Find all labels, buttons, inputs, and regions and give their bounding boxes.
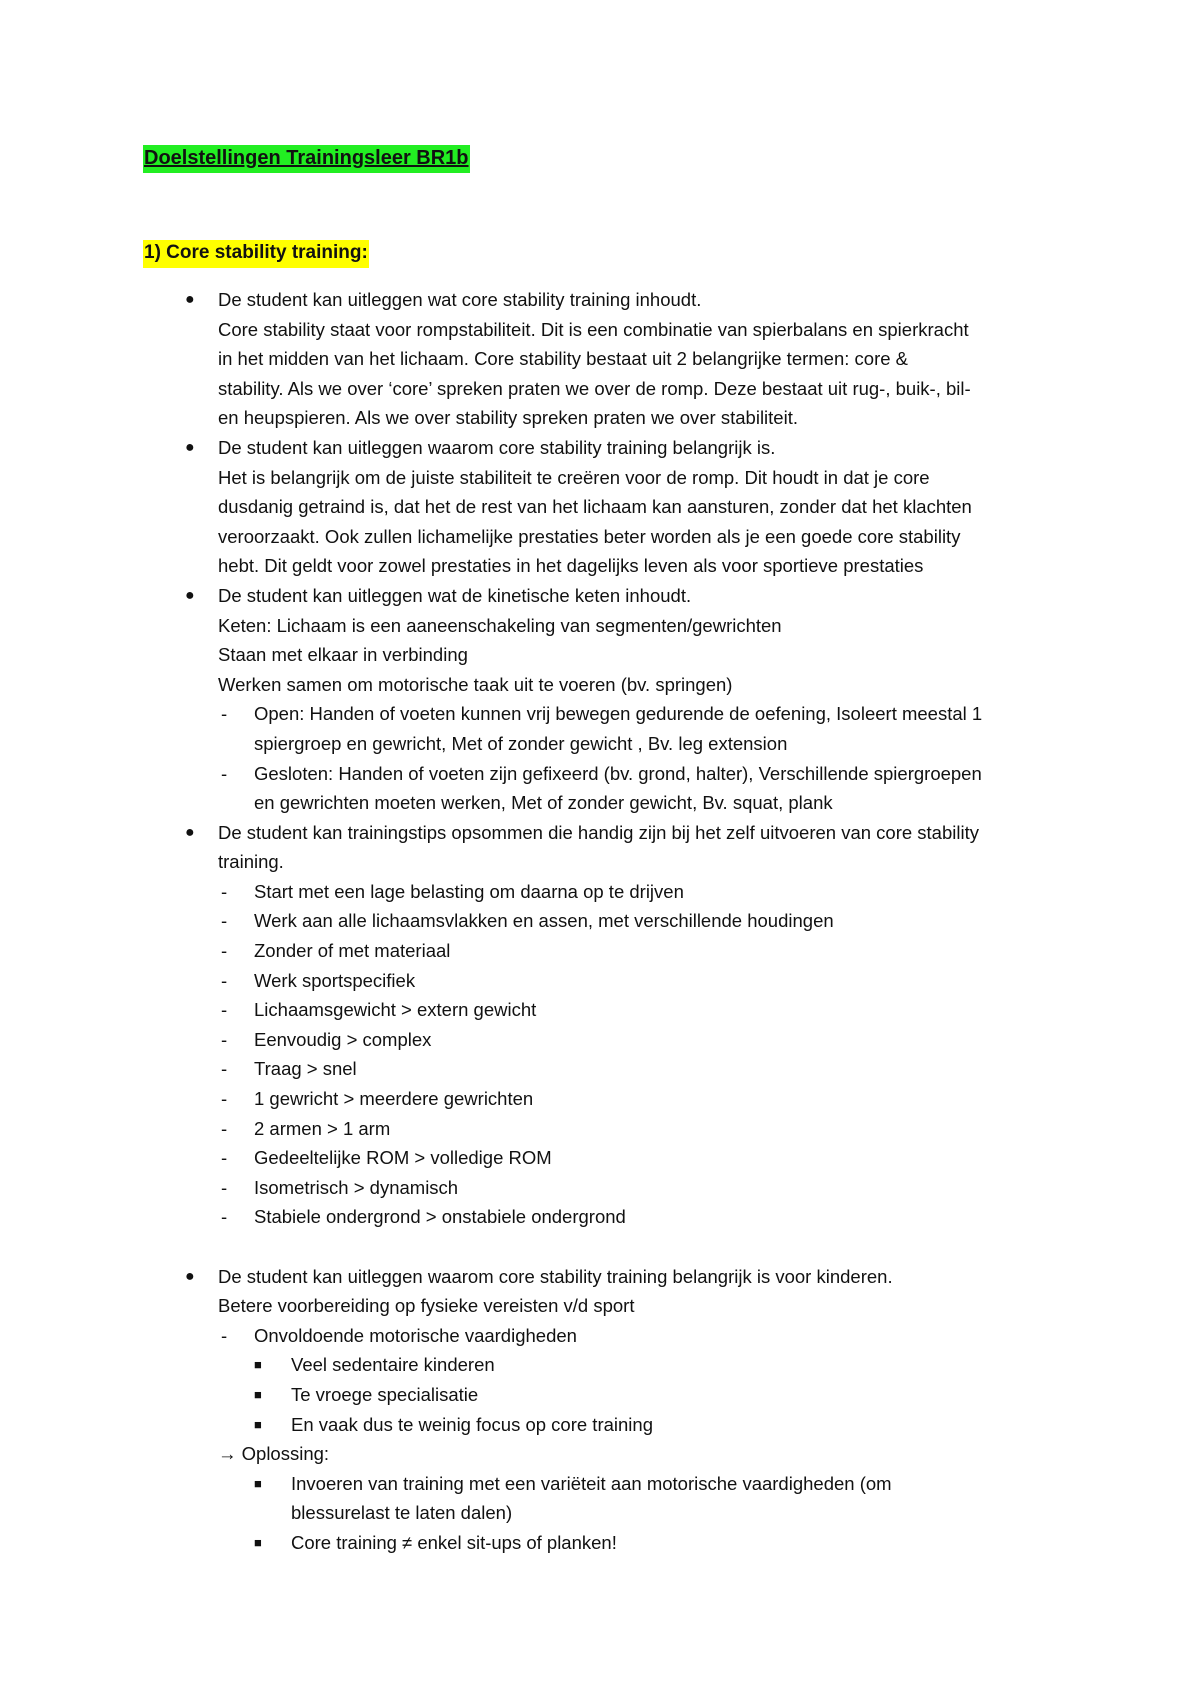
tip-text: Zonder of met materiaal xyxy=(254,940,451,962)
paragraph-line: Betere voorbereiding op fysieke vereisten v/d sport xyxy=(218,1295,635,1317)
tip-text: Isometrisch > dynamisch xyxy=(254,1176,459,1198)
tip-text: Traag > snel xyxy=(254,1058,357,1080)
tip-item xyxy=(218,1202,1103,1232)
square-text: Core training ≠ enkel sit-ups of planken! xyxy=(291,1531,617,1553)
paragraph-line: hebt. Dit geldt voor zowel prestaties in het dagelijks leven als voor sportieve prestaties xyxy=(218,555,924,577)
bullet-dot-icon: ● xyxy=(185,586,195,604)
square-item xyxy=(218,1410,1103,1440)
bullet-dot-icon: ● xyxy=(185,291,195,308)
square-bullet-icon: ■ xyxy=(254,1475,262,1491)
tip-text: Eenvoudig > complex xyxy=(254,1028,432,1050)
tips-list xyxy=(218,877,1103,1232)
paragraph-line: Het is belangrijk om de juiste stabiliteit te creëren voor de romp. Dit houdt in dat je core xyxy=(218,466,930,488)
bullet-item xyxy=(143,433,1103,581)
dash-item xyxy=(218,699,1103,758)
dash-text: spiergroep en gewricht, Met of zonder gewicht , Bv. leg extension xyxy=(254,732,788,754)
arrow-line xyxy=(218,1439,1103,1469)
paragraph-line: Staan met elkaar in verbinding xyxy=(218,644,468,666)
document-title: Doelstellingen Trainingsleer BR1b xyxy=(143,145,470,173)
square-bullet-icon: ■ xyxy=(254,1386,262,1402)
square-bullet-icon: ■ xyxy=(254,1357,262,1373)
bullet-heading: De student kan trainingstips opsommen die handig zijn bij het zelf uitvoeren van core stability xyxy=(218,821,979,843)
bullet-heading: De student kan uitleggen waarom core stability training belangrijk is voor kinderen. xyxy=(218,1265,893,1287)
dash-icon: - xyxy=(221,1324,228,1346)
dash-icon: - xyxy=(221,1147,228,1169)
bullet-item xyxy=(143,285,1103,433)
bullet-heading: training. xyxy=(218,851,284,873)
bullet-dot-icon: ● xyxy=(185,438,195,456)
square-text: Veel sedentaire kinderen xyxy=(291,1354,495,1376)
paragraph-line: dusdanig getraind is, dat het de rest van het lichaam kan aansturen, zonder dat het klachten xyxy=(218,496,972,518)
tip-item xyxy=(218,906,1103,936)
tip-item xyxy=(218,1025,1103,1055)
square-text: blessurelast te laten dalen) xyxy=(291,1502,513,1524)
tip-text: 2 armen > 1 arm xyxy=(254,1117,391,1139)
dash-text: Onvoldoende motorische vaardigheden xyxy=(254,1324,577,1346)
tip-text: Werk sportspecifiek xyxy=(254,969,416,991)
bullet-item xyxy=(143,1262,1103,1558)
tip-item xyxy=(218,1173,1103,1203)
section-heading: 1) Core stability training: xyxy=(143,240,369,268)
arrow-right-icon: → xyxy=(218,1443,237,1465)
dash-icon: - xyxy=(221,762,228,784)
tip-item xyxy=(218,1084,1103,1114)
tip-text: Gedeeltelijke ROM > volledige ROM xyxy=(254,1147,552,1169)
square-item xyxy=(218,1350,1103,1380)
dash-icon: - xyxy=(221,999,228,1021)
square-item xyxy=(218,1380,1103,1410)
paragraph-line: Core stability staat voor rompstabiliteit. Dit is een combinatie van spierbalans en spierkracht xyxy=(218,318,969,340)
paragraph-line: en heupspieren. Als we over stability spreken praten we over stabiliteit. xyxy=(218,407,798,429)
square-item xyxy=(218,1469,1103,1528)
blank-line xyxy=(143,1232,1103,1262)
dash-icon: - xyxy=(221,1117,228,1139)
bullet-item xyxy=(143,818,1103,1232)
paragraph-line: Keten: Lichaam is een aaneenschakeling van segmenten/gewrichten xyxy=(218,614,782,636)
dash-item xyxy=(218,1321,1103,1351)
arrow-text: Oplossing: xyxy=(241,1443,330,1465)
dash-icon: - xyxy=(221,1028,228,1050)
paragraph-line: Werken samen om motorische taak uit te voeren (bv. springen) xyxy=(218,673,733,695)
dash-icon: - xyxy=(221,1058,228,1080)
dash-icon: - xyxy=(221,1088,228,1110)
paragraph-line: in het midden van het lichaam. Core stability bestaat uit 2 belangrijke termen: core & xyxy=(218,348,909,370)
dash-item xyxy=(218,759,1103,818)
tip-item xyxy=(218,1143,1103,1173)
paragraph-line: veroorzaakt. Ook zullen lichamelijke prestaties beter worden als je een goede core stability xyxy=(218,525,961,547)
square-text: En vaak dus te weinig focus op core training xyxy=(291,1413,653,1435)
tip-item xyxy=(218,1054,1103,1084)
bullet-heading: De student kan uitleggen waarom core stability training belangrijk is. xyxy=(218,436,776,458)
document-body xyxy=(143,285,1103,1558)
bullet-heading: De student kan uitleggen wat core stability training inhoudt. xyxy=(218,289,702,310)
tip-text: Stabiele ondergrond > onstabiele ondergrond xyxy=(254,1206,626,1228)
tip-item xyxy=(218,877,1103,907)
bullet-item xyxy=(143,581,1103,818)
tip-item xyxy=(218,1114,1103,1144)
dash-icon: - xyxy=(221,910,228,932)
dash-text: en gewrichten moeten werken, Met of zonder gewicht, Bv. squat, plank xyxy=(254,792,833,814)
dash-icon: - xyxy=(221,880,228,902)
square-item xyxy=(218,1528,1103,1558)
dash-icon: - xyxy=(221,969,228,991)
square-bullet-icon: ■ xyxy=(254,1534,262,1550)
dash-icon: - xyxy=(221,1176,228,1198)
square-bullet-icon: ■ xyxy=(254,1416,262,1432)
bullet-dot-icon: ● xyxy=(185,1267,195,1285)
tip-text: Start met een lage belasting om daarna op te drijven xyxy=(254,880,684,902)
tip-text: Werk aan alle lichaamsvlakken en assen, met verschillende houdingen xyxy=(254,910,834,932)
tip-text: Lichaamsgewicht > extern gewicht xyxy=(254,999,537,1021)
paragraph-line: stability. Als we over ‘core’ spreken praten we over de romp. Deze bestaat uit rug-, buik-, bil- xyxy=(218,377,971,399)
tip-item xyxy=(218,995,1103,1025)
dash-icon: - xyxy=(221,1206,228,1228)
tip-item xyxy=(218,936,1103,966)
tip-item xyxy=(218,966,1103,996)
dash-icon: - xyxy=(221,940,228,962)
square-text: Te vroege specialisatie xyxy=(291,1383,479,1405)
tip-text: 1 gewricht > meerdere gewrichten xyxy=(254,1088,534,1110)
dash-text: Open: Handen of voeten kunnen vrij bewegen gedurende de oefening, Isoleert meestal 1 xyxy=(254,703,983,725)
square-text: Invoeren van training met een variëteit aan motorische vaardigheden (om xyxy=(291,1472,892,1494)
dash-text: Gesloten: Handen of voeten zijn gefixeerd (bv. grond, halter), Verschillende spiergroepen xyxy=(254,762,982,784)
bullet-dot-icon: ● xyxy=(185,823,195,841)
dash-icon: - xyxy=(221,703,228,725)
bullet-heading: De student kan uitleggen wat de kinetische keten inhoudt. xyxy=(218,584,692,606)
